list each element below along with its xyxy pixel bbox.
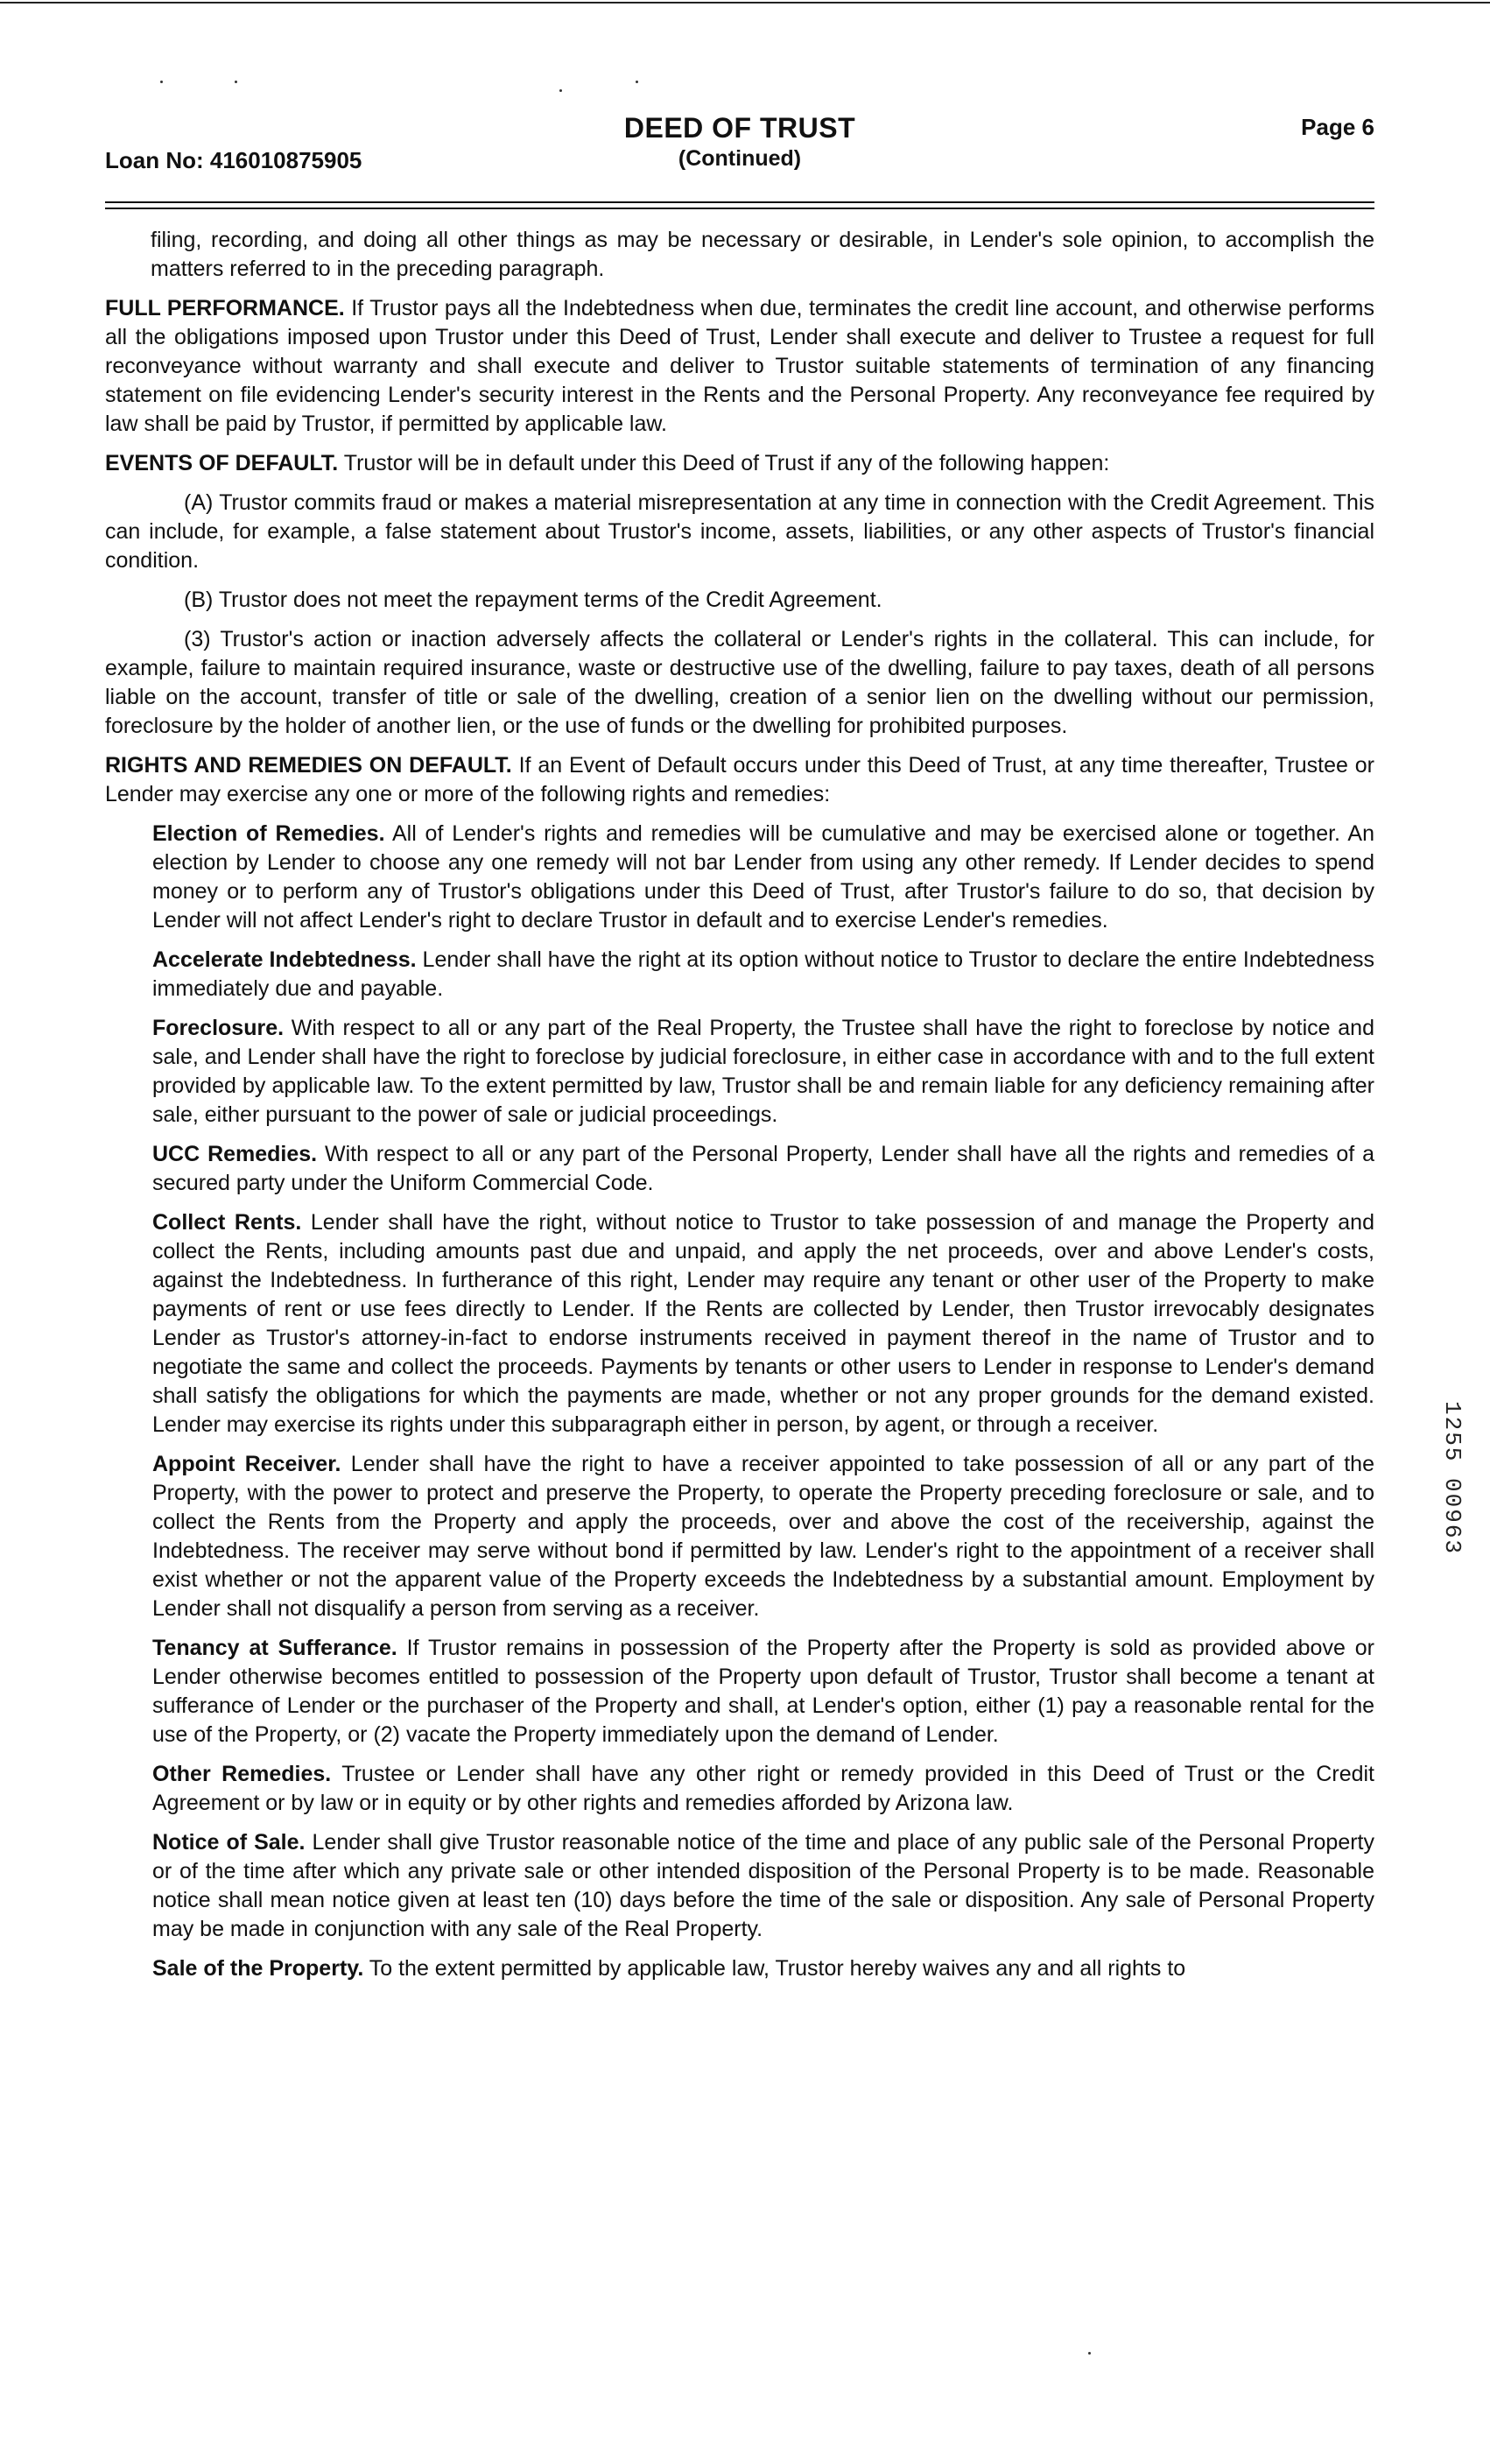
title-block — [105, 112, 1374, 172]
events-of-default-section — [105, 449, 1374, 478]
remedy-heading: Notice of Sale. — [152, 1830, 306, 1855]
remedy-text: With respect to all or any part of the Personal Property, Lender shall have all the rights and remedies of a secured party under the Uniform Commercial Code. — [152, 1142, 1374, 1195]
remedies-list — [105, 820, 1374, 1983]
full-performance-section — [105, 294, 1374, 439]
remedy-heading: UCC Remedies. — [152, 1142, 318, 1166]
default-event-b: (B) Trustor does not meet the repayment terms of the Credit Agreement. — [184, 588, 882, 612]
scan-speck — [636, 81, 638, 83]
document-subtitle: (Continued) — [678, 146, 802, 171]
recording-number: 1255 00963 — [1439, 1401, 1465, 1556]
loan-number: Loan No: 416010875905 — [105, 147, 362, 173]
top-edge-rule — [0, 2, 1490, 4]
remedy-heading: Accelerate Indebtedness. — [152, 947, 417, 972]
remedy-text: With respect to all or any part of the Real Property, the Trustee shall have the right to foreclose by notice and sale, and Lender shall have the right to foreclose by judicial foreclosure, in either case in accordance with and to the full extent provided by applicable law. To the extent permitted by law, Trustor shall be and remain liable for any deficiency remaining after sale, either pursuant to the power of sale or judicial proceedings. — [152, 1016, 1374, 1127]
remedy-other-remedies — [152, 1760, 1374, 1818]
remedy-heading: Tenancy at Sufferance. — [152, 1636, 397, 1660]
remedy-election-of-remedies — [152, 820, 1374, 935]
page-number: Page 6 — [1301, 114, 1374, 140]
document-header — [105, 112, 1374, 182]
remedy-text: To the extent permitted by applicable law, Trustor hereby waives any and all rights to — [363, 1956, 1186, 1981]
default-event-3: (3) Trustor's action or inaction adversely affects the collateral or Lender's rights in the collateral. This can include, for example, failure to maintain required insurance, waste or destructive use of the dwelling, failure to pay taxes, death of all persons liable on the account, transfer of title or sale of the dwelling, creation of a senior lien on the dwelling without our permission, foreclosure by the holder of another lien, or the use of funds or the dwelling for prohibited purposes. — [105, 627, 1374, 738]
remedy-text: Lender shall have the right to have a receiver appointed to take possession of all or any part of the Property, with the power to protect and preserve the Property, to operate the Property preceding foreclosure or sale, and to collect the Rents from the Property and apply the proceeds, over and above the cost of the receivership, against the Indebtedness. The receiver may serve without bond if permitted by law. Lender's right to the appointment of a receiver shall exist whether or not the apparent value of the Property exceeds the Indebtedness by a substantial amount. Employment by Lender shall not disqualify a person from serving as a receiver. — [152, 1452, 1374, 1621]
remedy-heading: Foreclosure. — [152, 1016, 285, 1040]
remedy-text: If Trustor remains in possession of the Property after the Property is sold as provided above or Lender otherwise becomes entitled to possession of the Property upon default of Trustor, Trustor shall become a tenant at sufferance of Lender or the purchaser of the Property and shall, at Lender's option, either (1) pay a reasonable rental for the use of the Property, or (2) vacate the Property immediately upon the demand of Lender. — [152, 1636, 1374, 1747]
rights-and-remedies-section — [105, 751, 1374, 809]
section-heading: EVENTS OF DEFAULT. — [105, 451, 339, 475]
remedy-collect-rents — [152, 1208, 1374, 1440]
section-heading: FULL PERFORMANCE. — [105, 296, 345, 320]
remedy-accelerate-indebtedness — [152, 946, 1374, 1003]
header-divider — [105, 201, 1374, 209]
document-title: DEED OF TRUST — [623, 112, 856, 144]
document-body — [105, 226, 1374, 1994]
scan-speck — [559, 89, 562, 92]
scan-speck — [160, 81, 163, 83]
remedy-text: Lender shall give Trustor reasonable notice of the time and place of any public sale of the Personal Property or of the time after which any private sale or other intended disposition of the Personal Property is to be made. Reasonable notice shall mean notice given at least ten (10) days before the time of the sale or disposition. Any sale of Personal Property may be made in conjunction with any sale of the Real Property. — [152, 1830, 1375, 1941]
remedy-tenancy-at-sufferance — [152, 1634, 1374, 1749]
scan-speck — [235, 81, 237, 83]
remedy-text: Lender shall have the right at its option without notice to Trustor to declare the entire Indebtedness immediately due and payable. — [152, 947, 1374, 1001]
section-heading: RIGHTS AND REMEDIES ON DEFAULT. — [105, 753, 512, 778]
remedy-text: Trustee or Lender shall have any other right or remedy provided in this Deed of Trust or the Credit Agreement or by law or in equity or by other rights and remedies afforded by Arizona law. — [152, 1762, 1374, 1815]
remedy-heading: Collect Rents. — [152, 1210, 302, 1235]
default-event-a: (A) Trustor commits fraud or makes a material misrepresentation at any time in connection with the Credit Agreement. This can include, for example, a false statement about Trustor's income, assets, liabilities, or any other aspects of Trustor's financial condition. — [105, 490, 1374, 573]
continued-paragraph: filing, recording, and doing all other things as may be necessary or desirable, in Lender's sole opinion, to accomplish the matters referred to in the preceding paragraph. — [151, 228, 1374, 281]
remedy-sale-of-property — [152, 1954, 1374, 1983]
remedy-heading: Election of Remedies. — [152, 821, 385, 846]
section-text: If Trustor pays all the Indebtedness when due, terminates the credit line account, and otherwise performs all the obligations imposed upon Trustor under this Deed of Trust, Lender shall execute and deliver to Trustee a request for full reconveyance without warranty and shall execute and deliver to Trustor suitable statements of termination of any financing statement on file evidencing Lender's security interest in the Rents and the Personal Property. Any reconveyance fee required by law shall be paid by Trustor, if permitted by applicable law. — [105, 296, 1374, 436]
section-text: Trustor will be in default under this Deed of Trust if any of the following happen: — [338, 451, 1110, 475]
remedy-heading: Sale of the Property. — [152, 1956, 364, 1981]
remedy-ucc-remedies — [152, 1140, 1374, 1198]
remedy-heading: Other Remedies. — [152, 1762, 332, 1786]
remedy-appoint-receiver — [152, 1450, 1374, 1623]
section-text: If an Event of Default occurs under this Deed of Trust, at any time thereafter, Trustee or Lender may exercise any one or more of the following rights and remedies: — [105, 753, 1375, 806]
scan-speck — [1088, 2352, 1091, 2355]
remedy-foreclosure — [152, 1014, 1374, 1130]
remedy-text: Lender shall have the right, without notice to Trustor to take possession of and manage the Property and collect the Rents, including amounts past due and unpaid, and apply the net proceeds, over and above Lender's costs, against the Indebtedness. In furtherance of this right, Lender may require any tenant or other user of the Property to make payments of rent or use fees directly to Lender. If the Rents are collected by Lender, then Trustor irrevocably designates Lender as Trustor's attorney-in-fact to endorse instruments received in payment thereof in the name of Trustor and to negotiate the same and collect the proceeds. Payments by tenants or other users to Lender in response to Lender's demand shall satisfy the obligations for which the payments are made, whether or not any proper grounds for the demand existed. Lender may exercise its rights under this subparagraph either in person, by agent, or through a receiver. — [152, 1210, 1374, 1437]
remedy-notice-of-sale — [152, 1828, 1374, 1944]
remedy-text: All of Lender's rights and remedies will be cumulative and may be exercised alone or together. An election by Lender to choose any one remedy will not bar Lender from using any other remedy. If Lender decides to spend money or to perform any of Trustor's obligations under this Deed of Trust, after Trustor's failure to do so, that decision by Lender will not affect Lender's right to declare Trustor in default and to exercise Lender's remedies. — [152, 821, 1374, 933]
remedy-heading: Appoint Receiver. — [152, 1452, 341, 1476]
